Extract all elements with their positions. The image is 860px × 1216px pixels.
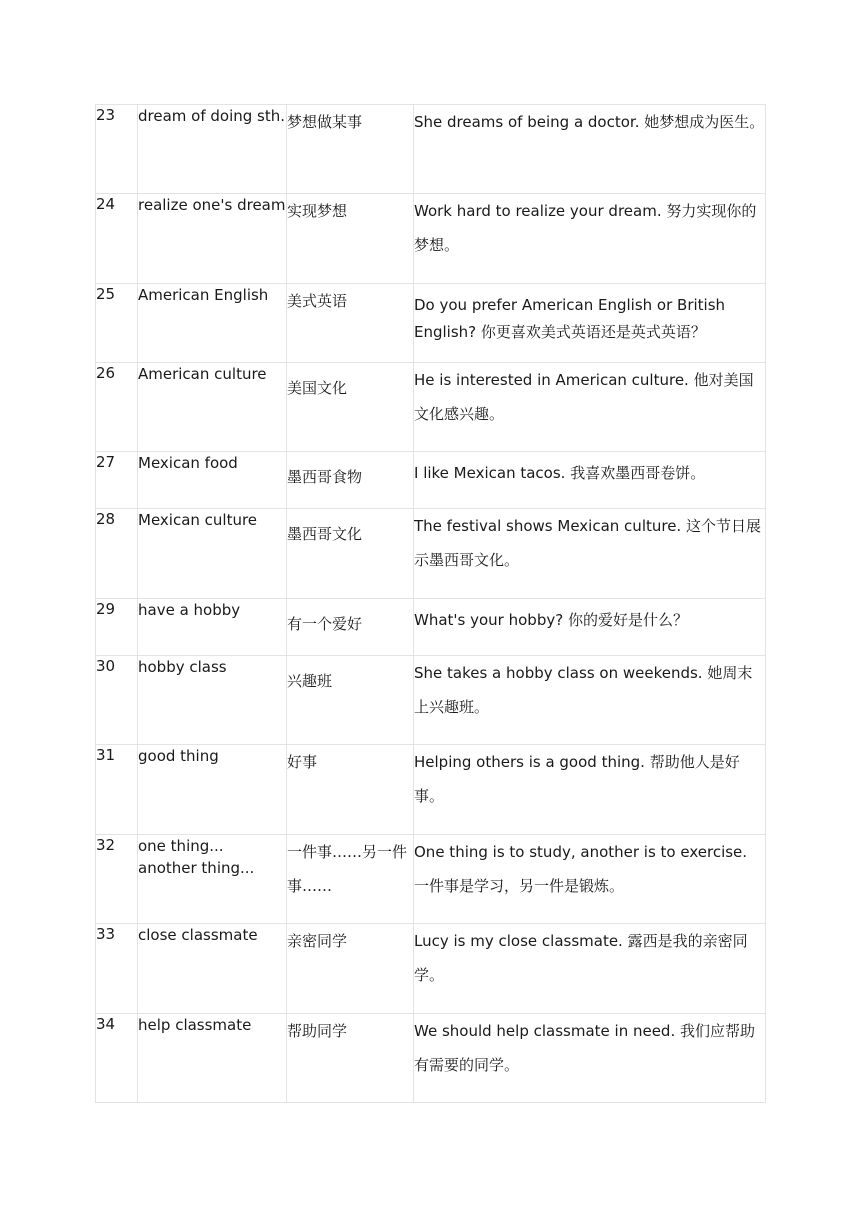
row-number: 27: [96, 452, 138, 509]
table-row: [96, 835, 766, 924]
chinese-meaning: 墨西哥食物: [287, 452, 414, 509]
chinese-meaning: 有一个爱好: [287, 599, 414, 656]
example-sentence: She takes a hobby class on weekends. 她周末上兴趣班。: [414, 656, 766, 745]
table-row: [96, 105, 766, 194]
chinese-meaning: 亲密同学: [287, 924, 414, 1014]
chinese-meaning: 帮助同学: [287, 1014, 414, 1103]
chinese-meaning: 美式英语: [287, 284, 414, 363]
chinese-meaning: 实现梦想: [287, 194, 414, 284]
table-row: [96, 1014, 766, 1103]
row-number: 34: [96, 1014, 138, 1103]
example-sentence: We should help classmate in need. 我们应帮助有需要的同学。: [414, 1014, 766, 1103]
table-row: [96, 363, 766, 452]
english-phrase: one thing... another thing...: [138, 835, 287, 924]
english-phrase: close classmate: [138, 924, 287, 1014]
row-number: 26: [96, 363, 138, 452]
table-row: [96, 599, 766, 656]
example-sentence: She dreams of being a doctor. 她梦想成为医生。: [414, 105, 766, 194]
chinese-meaning: 美国文化: [287, 363, 414, 452]
english-phrase: have a hobby: [138, 599, 287, 656]
table-row: [96, 745, 766, 835]
table-row: [96, 509, 766, 599]
english-phrase: realize one's dream: [138, 194, 287, 284]
english-phrase: American culture: [138, 363, 287, 452]
row-number: 32: [96, 835, 138, 924]
english-phrase: American English: [138, 284, 287, 363]
example-sentence: Work hard to realize your dream. 努力实现你的梦想。: [414, 194, 766, 284]
english-phrase: Mexican food: [138, 452, 287, 509]
table-row: [96, 284, 766, 363]
chinese-meaning: 好事: [287, 745, 414, 835]
row-number: 31: [96, 745, 138, 835]
example-sentence: What's your hobby? 你的爱好是什么？: [414, 599, 766, 656]
table-row: [96, 924, 766, 1014]
table-row: [96, 194, 766, 284]
row-number: 28: [96, 509, 138, 599]
chinese-meaning: 墨西哥文化: [287, 509, 414, 599]
example-sentence: He is interested in American culture. 他对美国文化感兴趣。: [414, 363, 766, 452]
example-sentence: One thing is to study, another is to exercise. 一件事是学习，另一件是锻炼。: [414, 835, 766, 924]
english-phrase: help classmate: [138, 1014, 287, 1103]
row-number: 30: [96, 656, 138, 745]
english-phrase: dream of doing sth.: [138, 105, 287, 194]
chinese-meaning: 兴趣班: [287, 656, 414, 745]
vocabulary-table: [95, 104, 766, 1103]
table-row: [96, 656, 766, 745]
row-number: 33: [96, 924, 138, 1014]
example-sentence: Do you prefer American English or British English? 你更喜欢美式英语还是英式英语？: [414, 284, 766, 363]
example-sentence: Helping others is a good thing. 帮助他人是好事。: [414, 745, 766, 835]
table-row: [96, 452, 766, 509]
chinese-meaning: 梦想做某事: [287, 105, 414, 194]
row-number: 25: [96, 284, 138, 363]
example-sentence: I like Mexican tacos. 我喜欢墨西哥卷饼。: [414, 452, 766, 509]
row-number: 24: [96, 194, 138, 284]
row-number: 29: [96, 599, 138, 656]
example-sentence: The festival shows Mexican culture. 这个节日展示墨西哥文化。: [414, 509, 766, 599]
english-phrase: hobby class: [138, 656, 287, 745]
english-phrase: good thing: [138, 745, 287, 835]
example-sentence: Lucy is my close classmate. 露西是我的亲密同学。: [414, 924, 766, 1014]
english-phrase: Mexican culture: [138, 509, 287, 599]
chinese-meaning: 一件事……另一件事……: [287, 835, 414, 924]
row-number: 23: [96, 105, 138, 194]
